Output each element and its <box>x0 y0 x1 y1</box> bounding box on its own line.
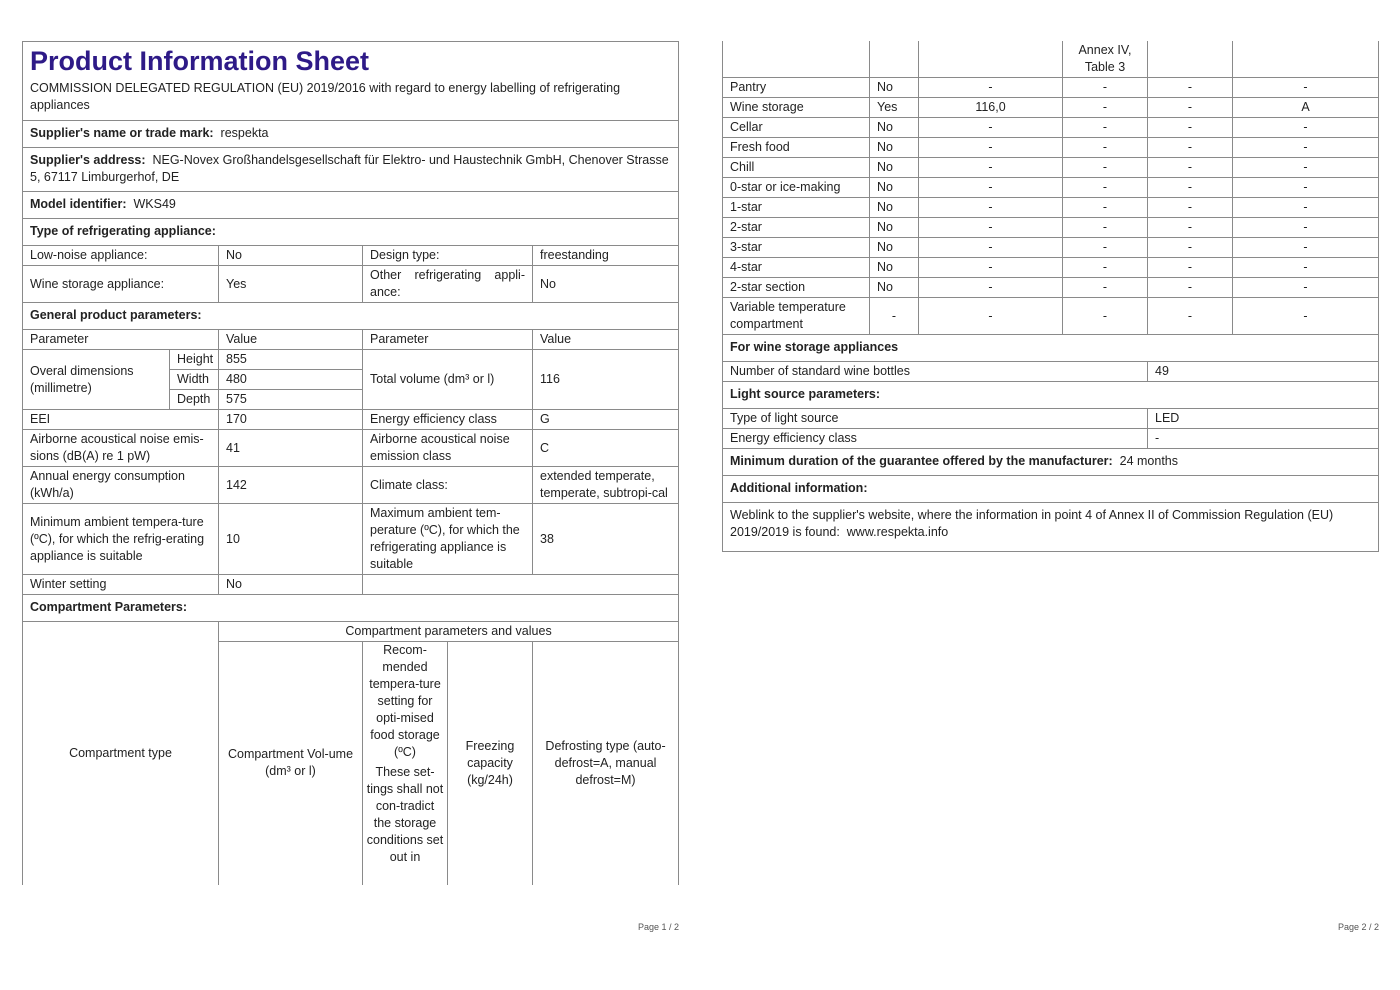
other-appliance-label: Other refrigerating appli-ance: <box>363 266 533 303</box>
supplier-address-row <box>23 148 679 192</box>
compartment-name: 4-star <box>723 258 870 278</box>
model-identifier: WKS49 <box>133 197 176 211</box>
page-2 <box>722 41 1378 552</box>
design-type-value: freestanding <box>533 246 679 266</box>
compartment-temp: - <box>1063 238 1148 258</box>
compartment-volume: - <box>919 238 1063 258</box>
compartment-row <box>723 198 1379 218</box>
compartment-volume: - <box>919 158 1063 178</box>
compartment-defrost: - <box>1233 198 1379 218</box>
bottles-value: 49 <box>1148 362 1379 382</box>
page-number-2: Page 2 / 2 <box>1338 922 1380 932</box>
noise-value: 41 <box>219 430 363 467</box>
supplier-address: NEG-Novex Großhandelsgesellschaft für Elektro- und Haustechnik GmbH, Chenover Strasse 5, 67117 Limburgerhof, DE <box>30 153 669 184</box>
wine-storage-label: Wine storage appliance: <box>23 266 219 303</box>
compartment-defrost: - <box>1233 138 1379 158</box>
cont-blank-3 <box>919 41 1063 78</box>
climate-value: extended temperate, temperate, subtropi-cal <box>533 467 679 504</box>
compartment-present: No <box>870 198 919 218</box>
supplier-name-label: Supplier's name or trade mark: <box>30 126 214 140</box>
compartment-volume: - <box>919 278 1063 298</box>
winter-label: Winter setting <box>23 575 219 595</box>
info-sheet-table-2 <box>722 41 1379 552</box>
compartment-name: 1-star <box>723 198 870 218</box>
weblink-text: Weblink to the supplier's website, where the information in point 4 of Annex II of Commission Regulation (EU) 2019/2019 is found: <box>730 508 1334 539</box>
light-heading <box>723 382 1379 409</box>
compartment-freezing: - <box>1148 238 1233 258</box>
compartment-temp: - <box>1063 98 1148 118</box>
compartment-temp: - <box>1063 118 1148 138</box>
compartment-name: 2-star section <box>723 278 870 298</box>
compartment-name: Pantry <box>723 78 870 98</box>
weblink[interactable]: www.respekta.info <box>846 525 949 539</box>
compartment-freezing: - <box>1148 138 1233 158</box>
compartment-name: 3-star <box>723 238 870 258</box>
compartment-defrost: - <box>1233 178 1379 198</box>
wine-heading-text: For wine storage appliances <box>730 340 899 354</box>
freezing-capacity-header: Freezing capacity (kg/24h) <box>448 642 533 885</box>
height-value: 855 <box>219 350 363 370</box>
width-label: Width <box>170 370 219 390</box>
compartment-freezing: - <box>1148 298 1233 335</box>
header-block <box>23 42 679 121</box>
page-title: Product Information Sheet <box>30 46 370 76</box>
cont-blank-1 <box>723 41 870 78</box>
max-ambient-value: 38 <box>533 504 679 575</box>
regulation-text: COMMISSION DELEGATED REGULATION (EU) 2019/2016 with regard to energy labelling of refrigerating appliances <box>30 81 621 112</box>
guarantee-label: Minimum duration of the guarantee offered by the manufacturer: <box>730 454 1113 468</box>
compartment-freezing: - <box>1148 78 1233 98</box>
recommended-temp-note: These set-tings shall not con-tradict the storage conditions set out in <box>366 765 444 864</box>
eei-label: EEI <box>23 410 219 430</box>
compartment-row <box>723 298 1379 335</box>
compartment-freezing: - <box>1148 218 1233 238</box>
type-heading-text: Type of refrigerating appliance: <box>30 224 216 238</box>
eei-value: 170 <box>219 410 363 430</box>
cont-blank-5 <box>1148 41 1233 78</box>
compartment-defrost: - <box>1233 118 1379 138</box>
empty-cell <box>363 575 679 595</box>
guarantee-value: 24 months <box>1119 454 1179 468</box>
compartment-present: No <box>870 238 919 258</box>
compartment-name: Fresh food <box>723 138 870 158</box>
compartment-freezing: - <box>1148 198 1233 218</box>
compartment-defrost: - <box>1233 78 1379 98</box>
light-heading-text: Light source parameters: <box>730 387 881 401</box>
low-noise-value: No <box>219 246 363 266</box>
compartment-volume: - <box>919 178 1063 198</box>
compartment-heading-text: Compartment Parameters: <box>30 600 187 614</box>
compartment-row <box>723 218 1379 238</box>
noise-label: Airborne acoustical noise emis-sions (dB(A) re 1 pW) <box>23 430 219 467</box>
compartment-temp: - <box>1063 278 1148 298</box>
compartment-type-header: Compartment type <box>23 622 219 885</box>
bottles-label: Number of standard wine bottles <box>723 362 1148 382</box>
page-number-1: Page 1 / 2 <box>638 922 680 932</box>
compartment-row <box>723 138 1379 158</box>
col-parameter-right: Parameter <box>363 330 533 350</box>
width-value: 480 <box>219 370 363 390</box>
eec-label: Energy efficiency class <box>363 410 533 430</box>
compartment-temp: - <box>1063 218 1148 238</box>
noise-class-value: C <box>533 430 679 467</box>
light-type-label: Type of light source <box>723 409 1148 429</box>
compartment-present: No <box>870 218 919 238</box>
compartment-volume: - <box>919 298 1063 335</box>
compartment-defrost: - <box>1233 298 1379 335</box>
dimensions-label: Overal dimensions (millimetre) <box>23 350 170 410</box>
compartment-freezing: - <box>1148 258 1233 278</box>
compartment-temp: - <box>1063 198 1148 218</box>
col-value-left: Value <box>219 330 363 350</box>
compartment-present: No <box>870 78 919 98</box>
min-ambient-value: 10 <box>219 504 363 575</box>
low-noise-label: Low-noise appliance: <box>23 246 219 266</box>
compartment-present: No <box>870 278 919 298</box>
guarantee-row <box>723 449 1379 476</box>
compartment-freezing: - <box>1148 118 1233 138</box>
compartment-heading <box>23 595 679 622</box>
compartment-temp: - <box>1063 298 1148 335</box>
wine-storage-value: Yes <box>219 266 363 303</box>
compartment-present: No <box>870 158 919 178</box>
compartment-present: Yes <box>870 98 919 118</box>
supplier-address-label: Supplier's address: <box>30 153 146 167</box>
compartment-values-header: Compartment parameters and values <box>219 622 679 642</box>
compartment-row <box>723 238 1379 258</box>
supplier-name: respekta <box>220 126 269 140</box>
eec-value: G <box>533 410 679 430</box>
other-appliance-value: No <box>533 266 679 303</box>
climate-label: Climate class: <box>363 467 533 504</box>
additional-heading-text: Additional information: <box>730 481 868 495</box>
additional-heading <box>723 476 1379 503</box>
compartment-volume-header: Compartment Vol-ume (dm³ or l) <box>219 642 363 885</box>
compartment-row <box>723 178 1379 198</box>
compartment-defrost: - <box>1233 218 1379 238</box>
compartment-volume: 116,0 <box>919 98 1063 118</box>
compartment-name: Cellar <box>723 118 870 138</box>
compartment-temp: - <box>1063 178 1148 198</box>
min-ambient-label: Minimum ambient tempera-ture (ºC), for which the refrig-erating appliance is suitable <box>23 504 219 575</box>
total-volume-label: Total volume (dm³ or l) <box>363 350 533 410</box>
light-eec-value: - <box>1148 429 1379 449</box>
compartment-name: Chill <box>723 158 870 178</box>
compartment-defrost: A <box>1233 98 1379 118</box>
total-volume-value: 116 <box>533 350 679 410</box>
compartment-defrost: - <box>1233 258 1379 278</box>
depth-label: Depth <box>170 390 219 410</box>
compartment-volume: - <box>919 138 1063 158</box>
compartment-defrost: - <box>1233 158 1379 178</box>
compartment-temp: - <box>1063 138 1148 158</box>
compartment-temp: - <box>1063 258 1148 278</box>
annual-value: 142 <box>219 467 363 504</box>
compartment-volume: - <box>919 218 1063 238</box>
compartment-present: No <box>870 118 919 138</box>
compartment-present: No <box>870 138 919 158</box>
compartment-temp: - <box>1063 158 1148 178</box>
compartment-volume: - <box>919 198 1063 218</box>
compartment-volume: - <box>919 258 1063 278</box>
compartment-row <box>723 158 1379 178</box>
compartment-volume: - <box>919 118 1063 138</box>
supplier-name-row <box>23 121 679 148</box>
defrost-type-header: Defrosting type (auto-defrost=A, manual defrost=M) <box>533 642 679 885</box>
design-type-label: Design type: <box>363 246 533 266</box>
recommended-temp-text: Recom-mended tempera-ture setting for opti-mised food storage (ºC) <box>369 643 441 759</box>
general-heading-text: General product parameters: <box>30 308 202 322</box>
compartment-present: No <box>870 258 919 278</box>
compartment-temp: - <box>1063 78 1148 98</box>
model-row <box>23 192 679 219</box>
general-heading <box>23 303 679 330</box>
compartment-defrost: - <box>1233 278 1379 298</box>
noise-class-label: Airborne acoustical noise emission class <box>363 430 533 467</box>
col-value-right: Value <box>533 330 679 350</box>
light-eec-label: Energy efficiency class <box>723 429 1148 449</box>
compartment-row <box>723 258 1379 278</box>
compartment-volume: - <box>919 78 1063 98</box>
compartment-name: Wine storage <box>723 98 870 118</box>
cont-blank-6 <box>1233 41 1379 78</box>
compartment-freezing: - <box>1148 98 1233 118</box>
max-ambient-label: Maximum ambient tem-perature (ºC), for which the refrigerating appliance is suitable <box>363 504 533 575</box>
annual-label: Annual energy consumption (kWh/a) <box>23 467 219 504</box>
recommended-temp-header <box>363 642 448 885</box>
depth-value: 575 <box>219 390 363 410</box>
compartment-name: 0-star or ice-making <box>723 178 870 198</box>
info-sheet-table-1 <box>22 41 679 885</box>
compartment-name: Variable temperature compartment <box>723 298 870 335</box>
page-1 <box>22 41 678 885</box>
compartment-row <box>723 278 1379 298</box>
cont-blank-2 <box>870 41 919 78</box>
col-parameter-left: Parameter <box>23 330 219 350</box>
compartment-freezing: - <box>1148 278 1233 298</box>
compartment-freezing: - <box>1148 178 1233 198</box>
light-type-value: LED <box>1148 409 1379 429</box>
compartment-present: No <box>870 178 919 198</box>
compartment-freezing: - <box>1148 158 1233 178</box>
compartment-name: 2-star <box>723 218 870 238</box>
compartment-defrost: - <box>1233 238 1379 258</box>
compartment-row <box>723 98 1379 118</box>
compartment-row <box>723 78 1379 98</box>
compartment-present: - <box>870 298 919 335</box>
height-label: Height <box>170 350 219 370</box>
type-heading <box>23 219 679 246</box>
weblink-row <box>723 503 1379 552</box>
model-label: Model identifier: <box>30 197 127 211</box>
winter-value: No <box>219 575 363 595</box>
annex-header: Annex IV, Table 3 <box>1063 41 1148 78</box>
compartment-row <box>723 118 1379 138</box>
wine-heading <box>723 335 1379 362</box>
